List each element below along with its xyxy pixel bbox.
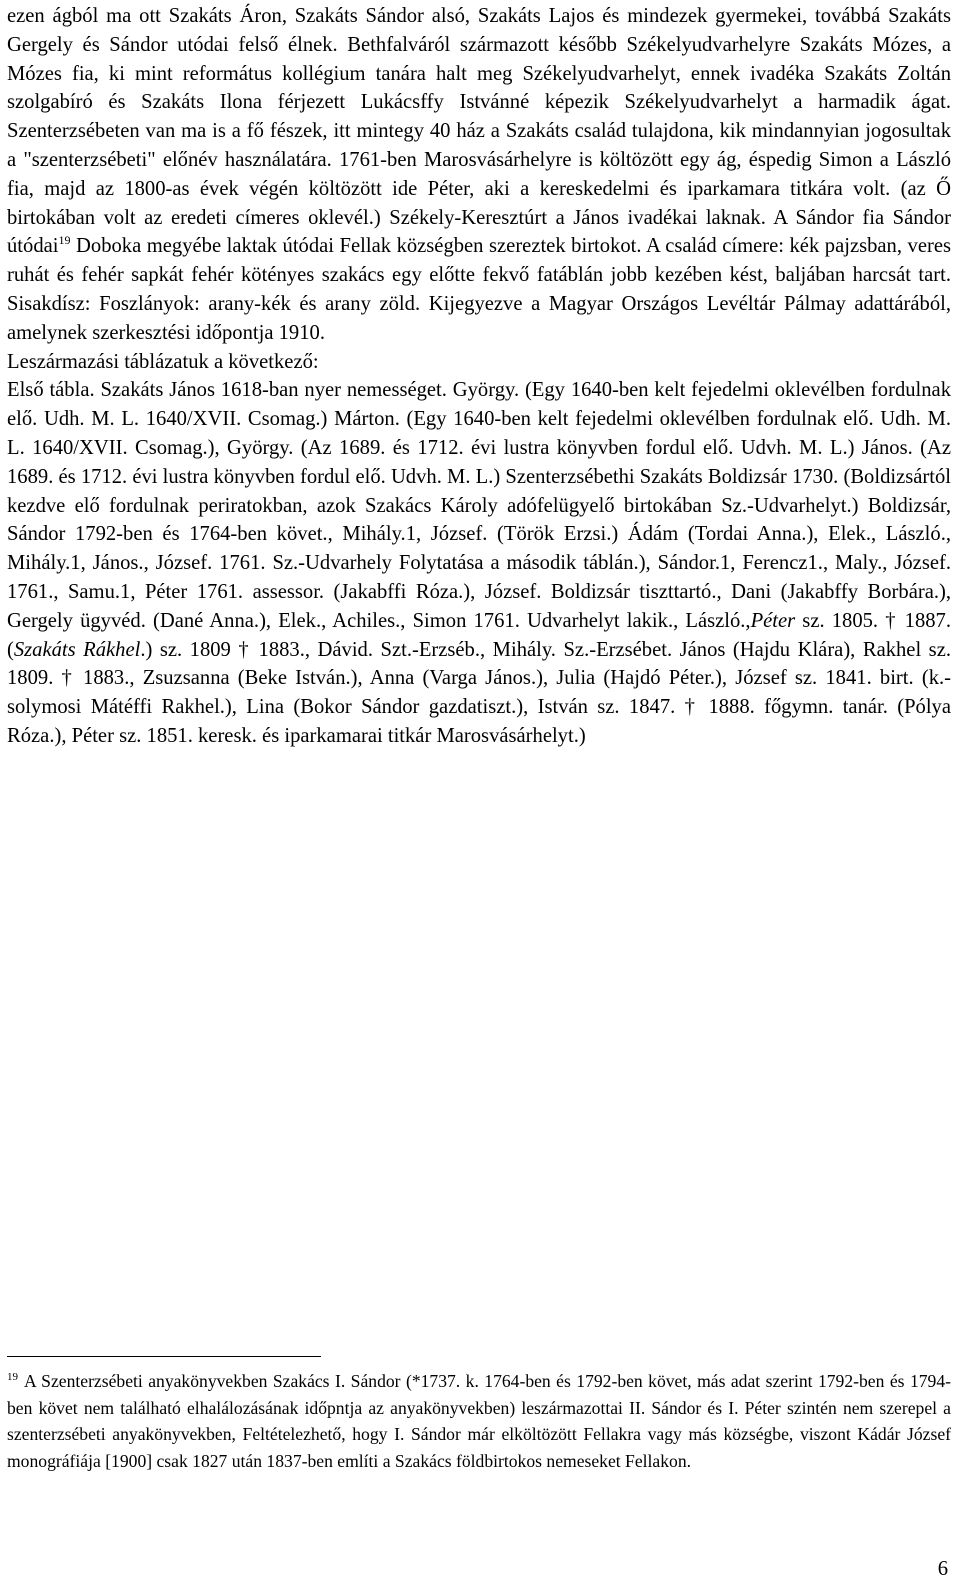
paragraph-text: .) sz. 1809 † 1883., Dávid. Szt.-Erzséb., Mihály. Sz.-Erzsébet. János (Hajdu Klára), Rakhel sz. 1809. † 1883., Zsuzsanna (Beke István.), Anna (Varga János.), Julia (Hajdó Péter.), József sz. 1841. birt. (k.-solymosi Mátéffi Rakhel.), Lina (Bokor Sándor gazdatiszt.), István sz. 1847. † 1888. főgymn. tanár. (Pólya Róza.), Péter sz. 1851. keresk. és iparkamarai titkár Marosvásárhelyt.) (7, 638, 951, 747)
footnote-reference: 19 (58, 233, 71, 248)
paragraph-first-table (7, 376, 951, 750)
paragraph-family-branches (7, 2, 951, 348)
page-number: 6 (937, 1558, 948, 1580)
footnote-text: A Szenterzsébeti anyakönyvekben Szakács I. Sándor (*1737. k. 1764-ben és 1792-ben követ, más adat szerint 1792-ben és 1794-ben követ nem található elhalálozásának időpntja az anyakönyvekben) leszármazottai II. Sándor és I. Péter szintén nem szerepel a szenterzsébeti anyakönyvekben, Feltételezhető, hogy I. Sándor már elköltözött Fellakra vagy más községbe, viszont Kádár József monográfiája [1900] csak 1827 után 1837-ben említi a Szakács földbirtokos nemeseket Fellakon. (7, 1371, 951, 1471)
main-text (7, 2, 951, 751)
paragraph-text: sz. 1805. † 1887. ( (7, 609, 951, 661)
paragraph-text: ezen ágból ma ott Szakáts Áron, Szakáts Sándor alsó, Szakáts Lajos és mindezek gyermekei, továbbá Szakáts Gergely és Sándor utódai felső élnek. Bethfalváról származott később Székelyudvarhelyre Szakáts Mózes, a Mózes fia, ki mint református kollégium tanára halt meg Székelyudvarhelyt, ennek ivadéka Szakáts Zoltán szolgabíró és Szakáts Ilona férjezett Lukácsffy Istvánné képezik Székelyudvarhelyt a harmadik ágat. Szenterzsébeten van ma is a fő fészek, itt mintegy 40 ház a Szakáts család tulajdona, kik mindannyian jogosultak a "szenterzsébeti" előnév használatára. 1761-ben Marosvásárhelyre is költözött egy ág, éspedig Simon a László fia, majd az 1800-as évek végén költözött ide Péter, aki a kereskedelmi és iparkamara titkára volt. (az Ő birtokában volt az eredeti címeres oklevél.) Székely-Keresztúrt a János ivadékai laknak. A Sándor fia Sándor útódai (7, 5, 951, 258)
paragraph-genealogy-heading: Leszármazási táblázatuk a következő: (7, 350, 319, 373)
italic-name: Péter (750, 609, 796, 632)
footnote-separator (7, 1356, 321, 1357)
footnote (7, 1368, 951, 1474)
paragraph-text: Első tábla. Szakáts János 1618-ban nyer nemességet. György. (Egy 1640-ben kelt fejedelmi oklevélben fordulnak elő. Udh. M. L. 1640/XVII. Csomag.) Márton. (Egy 1640-ben kelt fejedelmi oklevélben fordulnak elő. Udh. M. L. 1640/XVII. Csomag.), György. (Az 1689. és 1712. évi lustra könyvben fordul elő. Udvh. M. L.) János. (Az 1689. és 1712. évi lustra könyvben fordul elő. Udvh. M. L.) Szenterzsébethi Szakáts Boldizsár 1730. (Boldizsártól kezdve elő fordulnak periratokban, azok Szakács Károly adófelügyelő birtokában Sz.-Udvarhelyt.) Boldizsár, Sándor 1792-ben és 1764-ben követ., Mihály.1, József. (Török Erzsi.) Ádám (Tordai Anna.), Elek., László., Mihály.1, János., József. 1761. Sz.-Udvarhely Folytatása a második táblán.), Sándor.1, Ferencz1., Maly., József. 1761., Samu.1, Péter 1761. assessor. (Jakabffi Róza.), József. Boldizsár tiszttartó., Dani (Jakabffy Borbára.), Gergely ügyvéd. (Dané Anna.), Elek., Achiles., Simon 1761. Udvarhelyt lakik., László., (7, 379, 951, 632)
paragraph-text: Doboka megyébe laktak útódai Fellak községben szereztek birtokot. A család címere: kék pajzsban, veres ruhát és fehér sapkát fehér kötényes szakács egy előtte fekvő fatáblán jobb kezében kést, baljában harcsát tart. Sisakdísz: Foszlányok: arany-kék és arany zöld. Kijegyezve a Magyar Országos Levéltár Pálmay adattárából, amelynek szerkesztési időpontja 1910. (7, 235, 951, 344)
footnote-number: 19 (7, 1371, 18, 1384)
italic-name: Szakáts Rákhel (13, 638, 141, 661)
